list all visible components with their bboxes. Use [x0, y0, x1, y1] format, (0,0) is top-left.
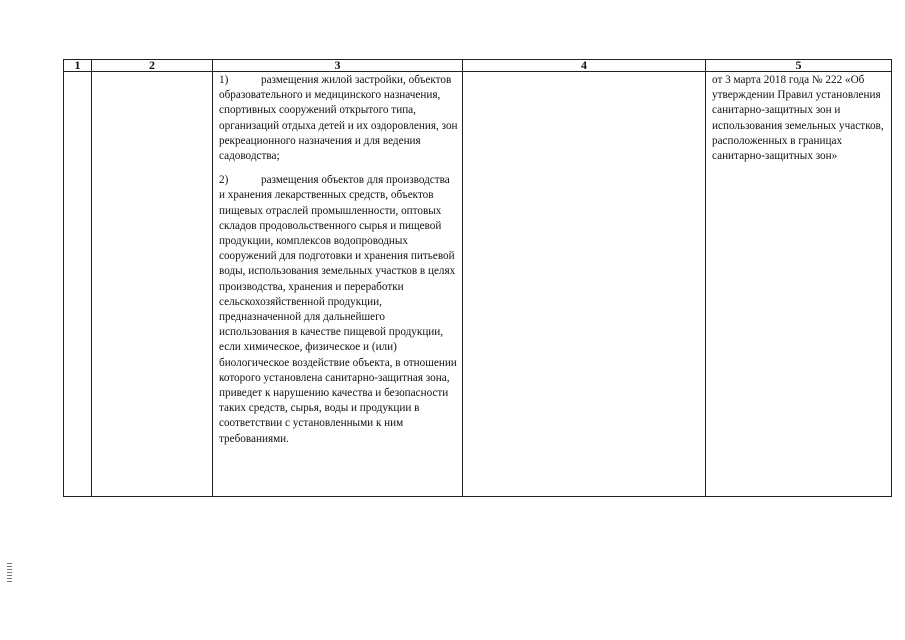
margin-scan-mark: [7, 563, 12, 582]
list-item-number: 1): [219, 74, 229, 86]
list-item: [219, 73, 458, 164]
document-table: [63, 59, 892, 497]
cell-col-5: [706, 72, 892, 497]
header-row: [64, 60, 892, 72]
cell-col-1: [64, 72, 92, 497]
table-header: [64, 60, 892, 72]
header-col-1: 1: [64, 60, 92, 72]
restrictions-list: [213, 72, 462, 447]
cell-col-4: [463, 72, 706, 497]
header-col-4: 4: [463, 60, 706, 72]
cell-col-2: [92, 72, 213, 497]
list-item-text: размещения жилой застройки, объектов образовательного и медицинского назначения, спортивных сооружений открытого типа, организаций отдыха детей и их оздоровления, зон рекреационного назначения и для ведения садоводства;: [219, 74, 458, 163]
cell-col-3: [213, 72, 463, 497]
list-item: [219, 173, 458, 447]
header-col-3: 3: [213, 60, 463, 72]
legal-reference-text: от 3 марта 2018 года № 222 «Об утверждении Правил установления санитарно-защитных зон и использования земельных участков, расположенных в границах санитарно-защитных зон»: [712, 74, 884, 163]
table-row: [64, 72, 892, 497]
header-col-2: 2: [92, 60, 213, 72]
list-item-text: размещения объектов для производства и хранения лекарственных средств, объектов пищевых отраслей промышленности, оптовых складов продовольственного сырья и пищевой продукции, комплексов водопроводных сооружений для подготовки и хранения питьевой воды, использования земельных участков в целях производства, хранения и переработки сельскохозяйственной продукции, предназначенной для дальнейшего использования в качестве пищевой продукции, если химическое, физическое и (или) биологическое воздействие объекта, в отношении которого установлена санитарно-защитная зона, приведет к нарушению качества и безопасности таких средств, сырья, воды и продукции в соответствии с установленными к ним требованиями.: [219, 174, 457, 445]
table-body: [64, 72, 892, 497]
list-item-number: 2): [219, 174, 229, 187]
header-col-5: 5: [706, 60, 892, 72]
